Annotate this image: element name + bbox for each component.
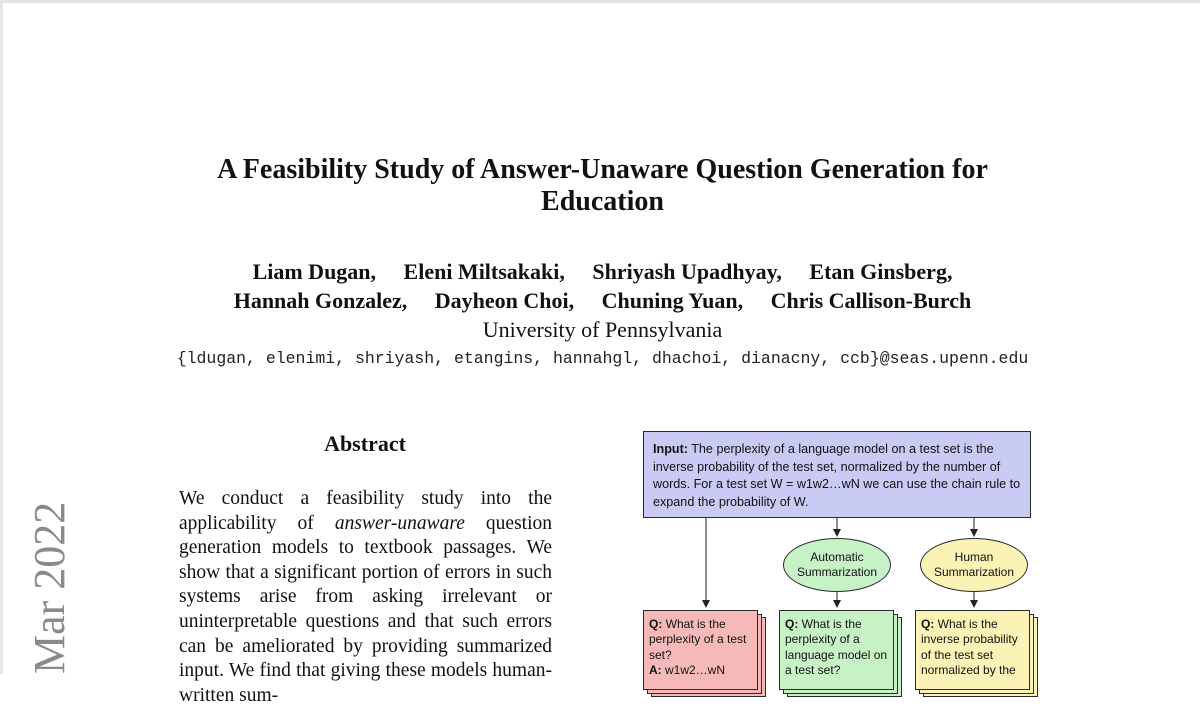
q-label: Q: bbox=[649, 617, 663, 631]
author-line-1: Liam Dugan, Eleni Miltsakaki, Shriyash Upadhyay, Etan Ginsberg, bbox=[252, 259, 953, 284]
abstract-text-part2: question generation models to textbook passages. We show that a significant portion of errors in such systems arise from asking irrelevant or uninterpretable questions and that such errors can be ameliorated by providing summarized input. We find that giving these models human-written sum- bbox=[179, 512, 552, 706]
input-text: The perplexity of a language model on a test set is the inverse probability of the test set, normalized by the number of words. For a test set W = w1w2…wN we can use the chain rule to expand the probability of W. bbox=[653, 442, 1021, 509]
arxiv-side-stamp: Mar 2022 bbox=[25, 501, 74, 674]
direct-output-cards bbox=[643, 610, 758, 680]
q-text: What is the perplexity of a language model on a test set? bbox=[785, 617, 888, 677]
affiliation: University of Pennsylvania bbox=[482, 317, 723, 342]
auto-node-line2: Summarization bbox=[796, 565, 878, 579]
a-text: w1w2…wN bbox=[661, 662, 726, 677]
automatic-output-cards bbox=[779, 610, 894, 680]
human-node-line2: Summarization bbox=[933, 565, 1015, 579]
q-text: What is the perplexity of a test set? bbox=[649, 617, 747, 662]
question-card-automatic bbox=[779, 610, 894, 690]
automatic-summarization-node bbox=[783, 538, 891, 592]
author-emails: {ldugan, elenimi, shriyash, etangins, hannahgl, dhachoi, dianacny, ccb}@seas.upenn.edu bbox=[176, 349, 1029, 368]
abstract-heading: Abstract bbox=[324, 431, 406, 456]
human-summarization-node bbox=[920, 538, 1028, 592]
q-label: Q: bbox=[785, 617, 799, 631]
input-passage-box bbox=[643, 431, 1031, 518]
a-label: A: bbox=[649, 662, 662, 677]
question-card-human bbox=[915, 610, 1030, 690]
abstract-emphasis: answer-unaware bbox=[334, 512, 465, 534]
q-label: Q: bbox=[921, 617, 935, 631]
q-text: What is the inverse probability of the test set normalized by the bbox=[921, 617, 1018, 677]
input-label: Input: bbox=[653, 442, 688, 456]
auto-node-line1: Automatic bbox=[810, 549, 864, 564]
human-output-cards bbox=[915, 610, 1030, 680]
abstract-text-part1: We conduct a feasibility study into the applicability of bbox=[179, 488, 552, 534]
title-line-1: A Feasibility Study of Answer-Unaware Question Generation for bbox=[217, 154, 988, 185]
human-node-line1: Human bbox=[954, 549, 994, 564]
question-card-direct bbox=[643, 610, 758, 690]
author-line-2: Hannah Gonzalez, Dayheon Choi, Chuning Yuan, Chris Callison-Burch bbox=[233, 288, 972, 313]
title-line-2: Education bbox=[541, 186, 664, 217]
